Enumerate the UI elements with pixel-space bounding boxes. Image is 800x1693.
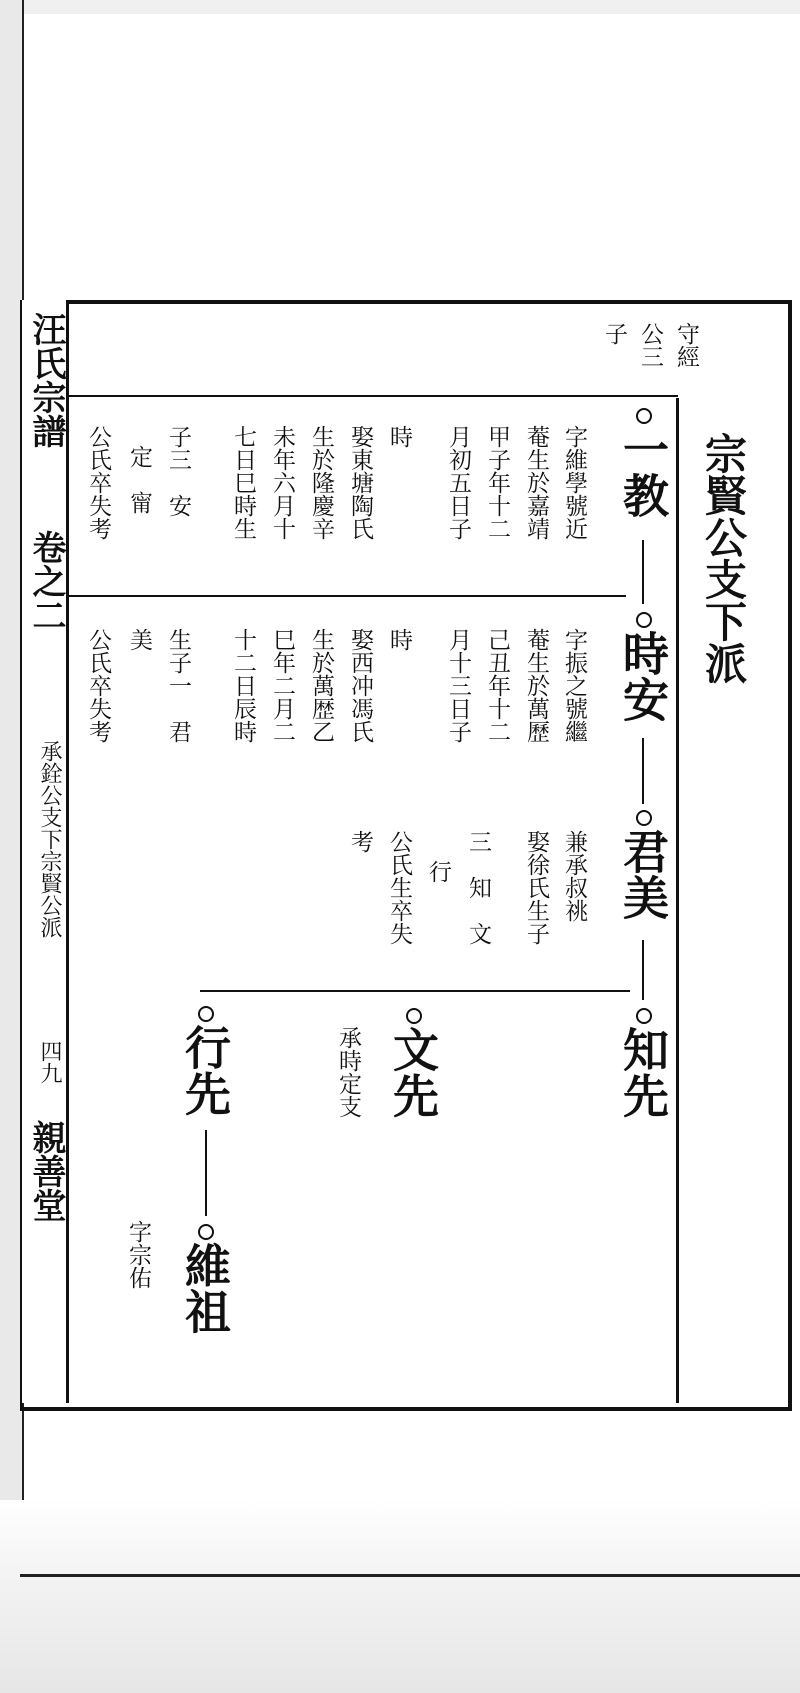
node-circle	[636, 810, 652, 826]
bio-text: 娶徐氏生子	[523, 830, 549, 945]
note-col-1: 守經	[673, 322, 699, 368]
line-junmei-zhixian	[642, 940, 644, 1000]
rule-under-note	[66, 395, 678, 397]
bio-text: 兼承叔祧	[561, 830, 587, 922]
bio-text: 行	[425, 860, 451, 883]
bio-text: 甲子年十二	[484, 425, 510, 540]
bio-text: 字維學號近	[561, 425, 587, 540]
bio-text: 美	[126, 628, 152, 651]
person-name-shian: 時安	[616, 630, 670, 722]
wenxian-note: 承時定支	[335, 1026, 361, 1118]
bio-text: 己丑年十二	[484, 628, 510, 743]
bio-text: 未年六月十	[269, 425, 295, 540]
book-title: 汪氏宗譜	[26, 312, 66, 448]
person-name-yijiao: 一教	[616, 426, 670, 518]
page-title: 宗賢公支下派	[699, 432, 748, 684]
bio-text: 十二日辰時	[230, 628, 256, 743]
volume-label: 卷之二	[26, 530, 66, 632]
page-bottom-shade	[0, 1500, 800, 1693]
person-name-zhixian: 知先	[616, 1026, 670, 1118]
node-circle	[636, 612, 652, 628]
node-circle	[198, 1224, 214, 1240]
person-name-weizu: 維祖	[178, 1242, 232, 1334]
page-bottom-edge	[20, 1574, 800, 1577]
line-yijiao-shian	[642, 540, 644, 604]
bio-text: 公氏生卒失	[386, 830, 412, 945]
person-name-junmei: 君美	[616, 828, 670, 920]
note-col-3: 子	[601, 322, 627, 345]
bio-text: 生於隆慶辛	[308, 425, 334, 540]
person-name-xingxian: 行先	[178, 1024, 232, 1116]
spine-column	[22, 300, 69, 1403]
line-xingxian-weizu	[205, 1130, 207, 1216]
bio-text: 時	[386, 628, 412, 651]
section-label: 承銓公支下宗賢公派	[37, 740, 62, 938]
bio-text: 月初五日子	[445, 425, 471, 540]
bio-text: 公氏卒失考	[85, 425, 111, 540]
note-col-2: 公三	[637, 322, 663, 368]
bio-text: 菴生於萬歷	[523, 628, 549, 743]
bio-text: 字振之號繼	[561, 628, 587, 743]
bio-text: 菴生於嘉靖	[523, 425, 549, 540]
bio-text: 巳年二月二	[269, 628, 295, 743]
rule-between-bios	[66, 595, 626, 597]
bio-text: 七日巳時生	[230, 425, 256, 540]
bio-text: 定 甯	[126, 445, 152, 514]
node-circle	[406, 1008, 422, 1024]
node-circle	[198, 1006, 214, 1022]
bio-text: 三 知 文	[465, 830, 491, 945]
bio-text: 月十三日子	[445, 628, 471, 743]
bio-text: 生子一 君	[165, 628, 191, 743]
line-shian-junmei	[642, 738, 644, 804]
bio-text: 考	[347, 830, 373, 853]
weizu-note: 字宗佑	[125, 1220, 151, 1289]
bio-text: 時	[386, 425, 412, 448]
bio-text: 娶西冲馮氏	[347, 628, 373, 743]
rule-generation-split	[200, 990, 630, 992]
bio-text: 公氏卒失考	[85, 628, 111, 743]
node-circle	[636, 1008, 652, 1024]
page-top-shade	[0, 0, 800, 14]
bio-text: 娶東塘陶氏	[347, 425, 373, 540]
person-name-wenxian: 文先	[386, 1026, 440, 1118]
page-number: 四九	[37, 1040, 62, 1084]
bio-text: 生於萬歴乙	[308, 628, 334, 743]
hall-name: 親善堂	[26, 1120, 66, 1222]
title-column-divider	[676, 398, 679, 1403]
bio-text: 子三 安	[165, 425, 191, 517]
node-circle	[636, 408, 652, 424]
